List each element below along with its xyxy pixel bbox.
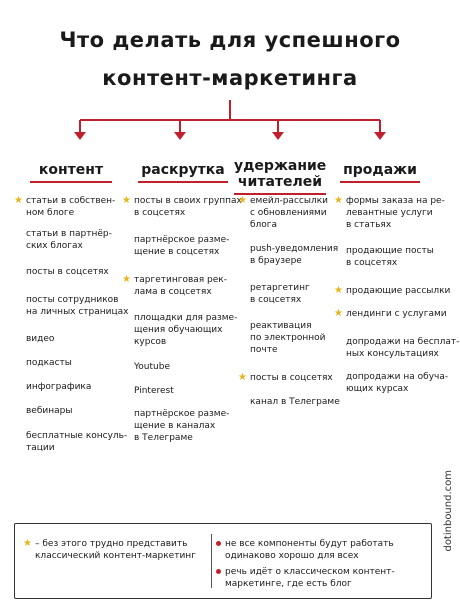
promotion-item: партнёрское разме- щение в соцсетях [134,235,230,257]
legend-dot-note-1: не все компоненты будут работать одинаково хорошо для всех [225,539,394,561]
content-item: вебинары [26,406,73,416]
arrow-head-1 [74,132,86,140]
legend-box [14,523,432,599]
content-item: бесплатные консуль- тации [26,431,128,453]
column-heading-sales: продажи [340,162,420,183]
retention-item: ★ емейл-рассылки с обновлениями блога [250,195,328,231]
retention-item: канал в Телеграме [250,397,340,407]
legend-dot-note-2: речь идёт о классическом контент- маркетинге, где есть блог [225,567,395,589]
promotion-item: ★ посты в своих группах в соцсетях [134,195,242,219]
column-heading-retention: удержание читателей [234,142,326,211]
retention-item: реактивация по электронной почте [250,321,326,355]
retention-item: ★ посты в соцсетях [250,372,333,384]
arrow-head-2 [174,132,186,140]
title-line-2: контент-маркетинга [102,66,358,90]
promotion-item: партнёрское разме- щение в каналах в Телеграме [134,409,230,443]
promotion-item: ★ таргетинговая рек- лама в соцсетях [134,274,227,298]
sales-item: допродажи на бесплат- ных консультациях [346,337,460,359]
sales-item: продающие посты в соцсетях [346,246,434,268]
promotion-item: площадки для разме- щения обучающих курсов [134,313,238,347]
content-item: посты сотрудников на личных страницах [26,295,129,317]
content-item: статьи в партнёр- ских блогах [26,229,112,251]
title-line-1: Что делать для успешного [59,28,401,52]
content-item: подкасты [26,358,72,368]
sales-item: ★ лендинги с услугами [346,308,447,320]
sales-item: ★ продающие рассылки [346,285,450,297]
column-heading-promotion: раскрутка [138,162,228,183]
retention-item: ретаргетинг в соцсетях [250,283,310,305]
column-heading-content: контент [30,162,112,183]
promotion-item: Pinterest [134,386,174,396]
sales-item: ★ формы заказа на ре- левантные услуги в статьях [346,195,445,231]
arrow-head-4 [374,132,386,140]
sales-item: допродажи на обуча- ющих курсах [346,372,449,394]
promotion-item: Youtube [134,362,170,372]
legend-divider [211,534,212,588]
arrow-head-3 [272,132,284,140]
content-item: инфографика [26,382,92,392]
content-item: ★ статьи в собствен- ном блоге [26,195,115,219]
legend-star-note: ★ – без этого трудно представить классический контент-маркетинг [35,538,196,562]
retention-item: push-уведомления в браузере [250,244,339,266]
content-item: посты в соцсетях [26,267,109,277]
site-credit: dotinbound.com [443,470,454,552]
content-item: видео [26,334,55,344]
